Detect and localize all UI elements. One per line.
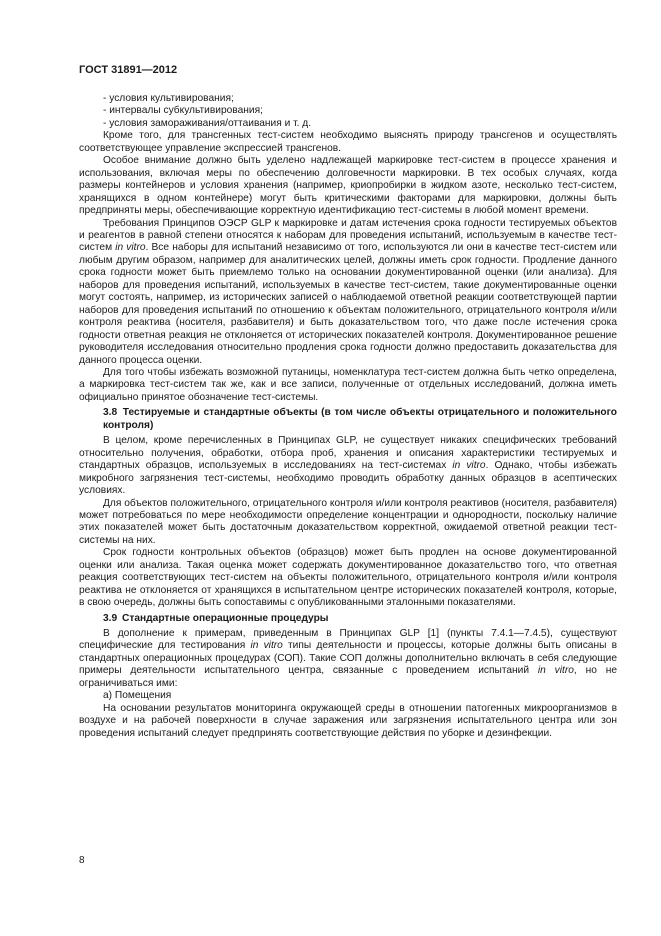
section-heading-3-9: 3.9 Стандартные операционные процедуры (103, 612, 329, 624)
list-item: - интервалы субкультивирования; (103, 105, 263, 117)
document-header: ГОСТ 31891—2012 (79, 64, 178, 76)
paragraph: Особое внимание должно быть уделено надлежащей маркировке тест-систем в процессе хранения и использования, включая меры по обеспечению долговечности маркировки. В тех особых случаях, когда размеры контейнеров и условия хранения (например, криопробирки в жидком азоте, несколько тест-систем, хранящихся в одном контейнере) могут быть критическими факторами для маркировки, должны быть предприняты меры, обеспечивающие корректную идентификацию тест-системы в любой момент времени. (79, 155, 617, 217)
document-body (79, 93, 617, 740)
list-item: а) Помещения (103, 690, 172, 702)
paragraph: На основании результатов мониторинга окружающей среды в отношении патогенных микроорганизмов в воздухе и на рабочей поверхности в случае заражения или загрязнения испытательного центра или зон проведения испытаний следует предпринять соответствующие действия по уборке и дезинфекции. (79, 702, 617, 739)
section-heading-3-8: 3.8 Тестируемые и стандартные объекты (в том числе объекты отрицательного и положительного контроля) (103, 407, 617, 431)
page-number: 8 (79, 855, 85, 866)
list-item: - условия культивирования; (103, 93, 234, 104)
paragraph: Требования Принципов ОЭСР GLP к маркировке и датам истечения срока годности тестируемых объектов и реагентов в равной степени относятся к наборам для проведения испытаний, используемым в качестве тест-систем in vitro. Все наборы для испытаний независимо от того, используются ли они в качестве тест-систем или любым другим образом, например для аналитических целей, должны иметь срок годности. Продление данного срока годности может быть приемлемо только на основании документированной оценки (или анализа). Для наборов для проведения испытаний, используемых в качестве тест-систем, такие документированные оценки могут состоять, например, из исторических записей о наблюдаемой ответной реакции соответствующей партии наборов для проведения испытаний по отношению к объектам положительного, отрицательного контроля и/или контроля реактива (носителя, разбавителя) и быть доказательством того, что даже после истечения срока годности ответная реакция не отклоняется от исторических показателей контроля. Документированное решение руководителя исследования относительно продления срока годности должно предоставить доказательства для данного процесса оценки. (79, 217, 617, 366)
paragraph: Для объектов положительного, отрицательного контроля и/или контроля реактивов (носителя, разбавителя) может потребоваться по мере необходимости определение концентрации и однородности, поскольку наличие этих показателей может быть достаточным доказательством корректной, ожидаемой ответной реакции тест-системы на них. (79, 497, 617, 546)
paragraph: Срок годности контрольных объектов (образцов) может быть продлен на основе документированной оценки или анализа. Такая оценка может содержать документированное доказательство того, что ответная реакция соответствующих тест-систем на объекты положительного, отрицательного контроля и/или контроля реактива не отклоняется от хранящихся в испытательном центре исторических показателей контроля, которые, в свою очередь, должны быть сопоставимы с опубликованными эталонными показателями. (79, 547, 617, 609)
list-item: - условия замораживания/оттаивания и т. д. (103, 117, 312, 129)
paragraph: Кроме того, для трансгенных тест-систем необходимо выяснять природу трансгенов и осуществлять соответствующее управление экспрессией трансгенов. (79, 130, 617, 154)
paragraph: В дополнение к примерам, приведенным в Принципах GLP [1] (пункты 7.4.1—7.4.5), существуют специфические для тестирования in vitro типы деятельности и процессы, которые должны быть описаны в стандартных операционных процедурах (СОП). Такие СОП должны дополнительно включать в себя следующие примеры деятельности испытательного центра, связанные с проведением испытаний in vitro, но не ограничиваться ими: (79, 628, 617, 689)
paragraph: В целом, кроме перечисленных в Принципах GLP, не существует никаких специфических требований относительно получения, обработки, отбора проб, хранения и описания характеристики тестируемых и стандартных образцов, используемых в исследованиях на тест-системах in vitro. Однако, чтобы избежать микробного загрязнения тест-системы, необходимо проводить обработку данных образцов в асептических условиях. (79, 435, 617, 497)
paragraph: Для того чтобы избежать возможной путаницы, номенклатура тест-систем должна быть четко определена, а маркировка тест-систем так же, как и все записи, полученные от отдельных исследований, должна иметь официально принятое обозначение тест-системы. (79, 366, 617, 403)
